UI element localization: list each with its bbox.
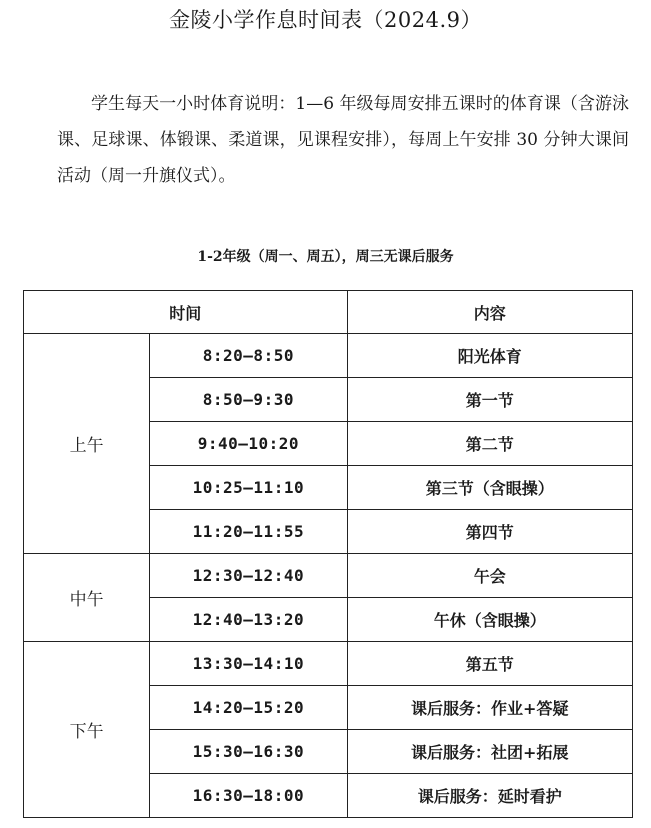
time-cell: 8:50—9:30 xyxy=(150,378,347,422)
time-cell: 12:30—12:40 xyxy=(150,554,347,598)
time-cell: 13:30—14:10 xyxy=(150,642,347,686)
content-cell: 课后服务：延时看护 xyxy=(347,774,632,818)
schedule-table xyxy=(23,290,633,818)
time-cell: 9:40—10:20 xyxy=(150,422,347,466)
time-cell: 8:20—8:50 xyxy=(150,334,347,378)
content-cell: 第五节 xyxy=(347,642,632,686)
content-cell: 午会 xyxy=(347,554,632,598)
content-cell: 第四节 xyxy=(347,510,632,554)
time-cell: 14:20—15:20 xyxy=(150,686,347,730)
period-morning: 上午 xyxy=(24,334,150,554)
time-cell: 16:30—18:00 xyxy=(150,774,347,818)
content-cell: 课后服务：社团+拓展 xyxy=(347,730,632,774)
time-cell: 11:20—11:55 xyxy=(150,510,347,554)
header-content: 内容 xyxy=(347,291,632,334)
table-caption: 1-2年级（周一、周五），周三无课后服务 xyxy=(197,249,454,265)
content-cell: 阳光体育 xyxy=(347,334,632,378)
header-time: 时间 xyxy=(24,291,348,334)
content-cell: 第二节 xyxy=(347,422,632,466)
pe-description: 学生每天一小时体育说明：1—6 年级每周安排五课时的体育课（含游泳课、足球课、体锻课、柔道课，见课程安排），每周上午安排 30 分钟大课间活动（周一升旗仪式）。 xyxy=(57,94,629,186)
page-title: 金陵小学作息时间表（2024.9） xyxy=(169,8,482,32)
content-cell: 第一节 xyxy=(347,378,632,422)
content-cell: 课后服务：作业+答疑 xyxy=(347,686,632,730)
time-cell: 15:30—16:30 xyxy=(150,730,347,774)
period-afternoon: 下午 xyxy=(24,642,150,818)
table-row xyxy=(24,642,633,686)
content-cell: 午休（含眼操） xyxy=(347,598,632,642)
table-row xyxy=(24,334,633,378)
time-cell: 12:40—13:20 xyxy=(150,598,347,642)
content-cell: 第三节（含眼操） xyxy=(347,466,632,510)
time-cell: 10:25—11:10 xyxy=(150,466,347,510)
table-row xyxy=(24,554,633,598)
period-noon: 中午 xyxy=(24,554,150,642)
table-header-row xyxy=(24,291,633,334)
